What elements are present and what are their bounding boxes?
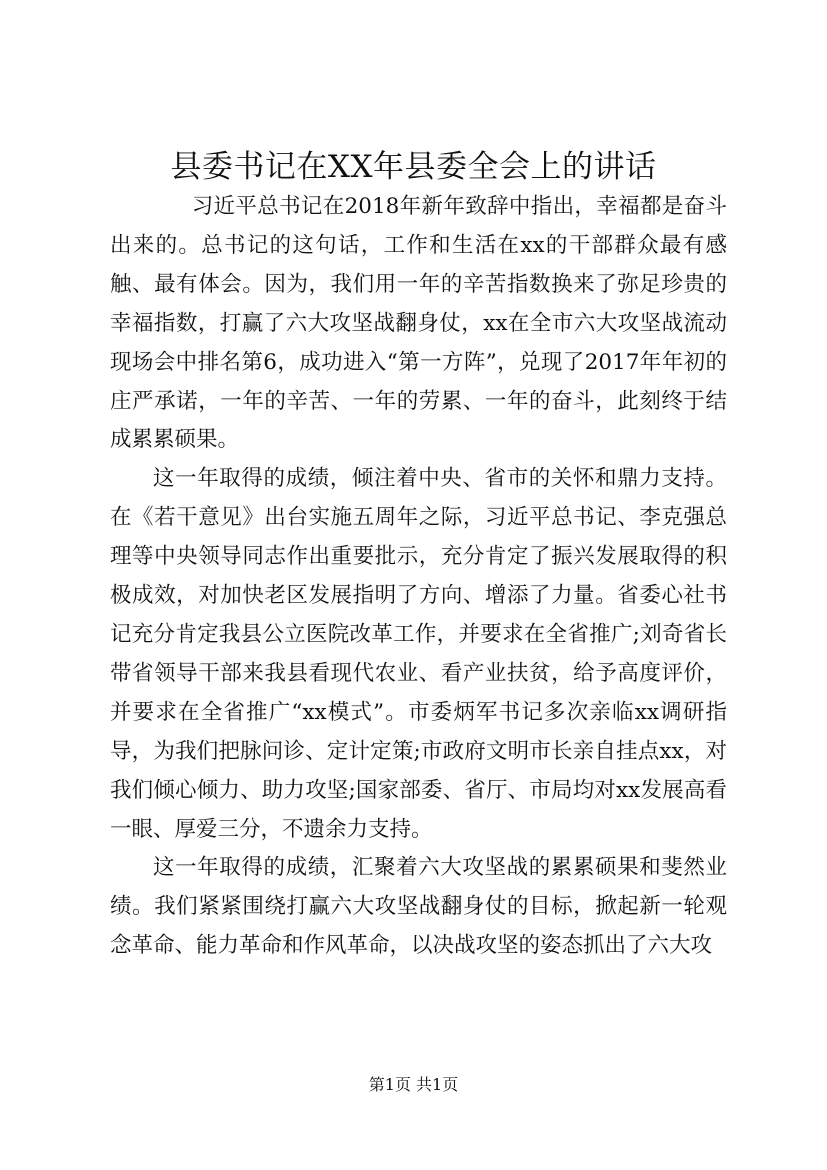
paragraph-3: 这一年取得的成绩，汇聚着六大攻坚战的累累硕果和斐然业绩。我们紧紧围绕打赢六大攻坚战翻身仗的目标，掀起新一轮观念革命、能力革命和作风革命，以决战攻坚的姿态抓出了六大攻 [110,855,727,959]
page-footer: 第1页 共1页 [368,1075,459,1094]
document-title: 县委书记在XX年县委全会上的讲话 [170,149,657,185]
paragraph-2: 这一年取得的成绩，倾注着中央、省市的关怀和鼎力支持。在《若干意见》出台实施五周年之际，习近平总书记、李克强总理等中央领导同志作出重要批示，充分肯定了振兴发展取得的积极成效，对加快老区发展指明了方向、增添了力量。省委心社书记充分肯定我县公立医院改革工作，并要求在全省推广;刘奇省长带省领导干部来我县看现代农业、看产业扶贫，给予高度评价，并要求在全省推广“xx模式”。市委炳军书记多次亲临xx调研指导，为我们把脉问诊、定计定策;市政府文明市长亲自挂点xx，对我们倾心倾力、助力攻坚;国家部委、省厅、市局均对xx发展高看一眼、厚爱三分，不遗余力支持。 [110,466,727,842]
paragraph-1: 习近平总书记在2018年新年致辞中指出，幸福都是奋斗出来的。总书记的这句话，工作和生活在xx的干部群众最有感触、最有体会。因为，我们用一年的辛苦指数换来了弥足珍贵的幸福指数，打赢了六大攻坚战翻身仗，xx在全市六大攻坚战流动现场会中排名第6，成功进入“第一方阵”，兑现了2017年年初的庄严承诺，一年的辛苦、一年的劳累、一年的奋斗，此刻终于结成累累硕果。 [110,194,727,453]
document-body [110,188,727,966]
